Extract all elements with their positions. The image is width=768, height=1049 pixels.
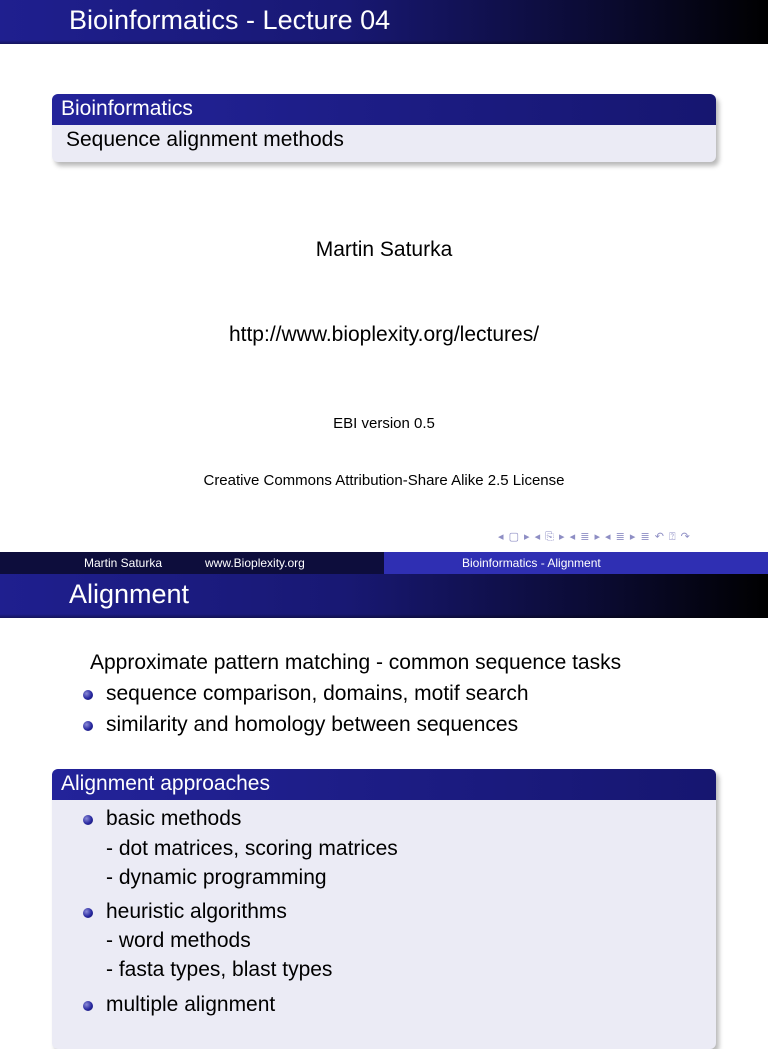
bullet-item: similarity and homology between sequences: [106, 713, 519, 736]
author-name: Martin Saturka: [315, 238, 453, 261]
bullet-icon: [83, 1001, 93, 1011]
bullet-item: sequence comparison, domains, motif search: [106, 682, 529, 705]
bullet-icon: [83, 690, 93, 700]
approach-item: multiple alignment: [106, 993, 276, 1016]
license-text: Creative Commons Attribution-Share Alike 2.5 License: [203, 472, 565, 489]
slide2-title-bar: [0, 574, 768, 618]
bullet-icon: [83, 908, 93, 918]
approach-item: heuristic algorithms: [106, 900, 287, 923]
slide1-block-title: Bioinformatics: [52, 94, 716, 125]
approach-subitem: - dynamic programming: [106, 866, 327, 889]
approach-subitem: - word methods: [106, 929, 251, 952]
footer-title: Bioinformatics - Alignment: [462, 556, 601, 570]
version-text: EBI version 0.5: [333, 415, 435, 432]
slide1-title-bar: [0, 0, 768, 44]
slide2-title: Alignment: [69, 579, 190, 609]
bullet-icon: [83, 815, 93, 825]
beamer-navigation-icons[interactable]: ◂ ▢ ▸ ◂ ⎘ ▸ ◂ ≣ ▸ ◂ ≣ ▸ ≣ ↶ ⍰ ↷: [498, 531, 691, 543]
slide1-title: Bioinformatics - Lecture 04: [69, 5, 391, 35]
bullet-icon: [83, 721, 93, 731]
approach-item: basic methods: [106, 807, 242, 830]
approach-subitem: - fasta types, blast types: [106, 958, 333, 981]
alignment-approaches-title: Alignment approaches: [52, 769, 716, 800]
slide1-block-subtitle: Sequence alignment methods: [66, 128, 344, 151]
slide2-intro: Approximate pattern matching - common sequence tasks: [90, 651, 622, 674]
lecture-url: http://www.bioplexity.org/lectures/: [228, 323, 540, 346]
approach-subitem: - dot matrices, scoring matrices: [106, 837, 398, 860]
footer-site: www.Bioplexity.org: [205, 556, 305, 570]
footer-author: Martin Saturka: [84, 556, 163, 570]
slide-footer: [0, 552, 768, 574]
slide1-title-block: [52, 94, 716, 162]
